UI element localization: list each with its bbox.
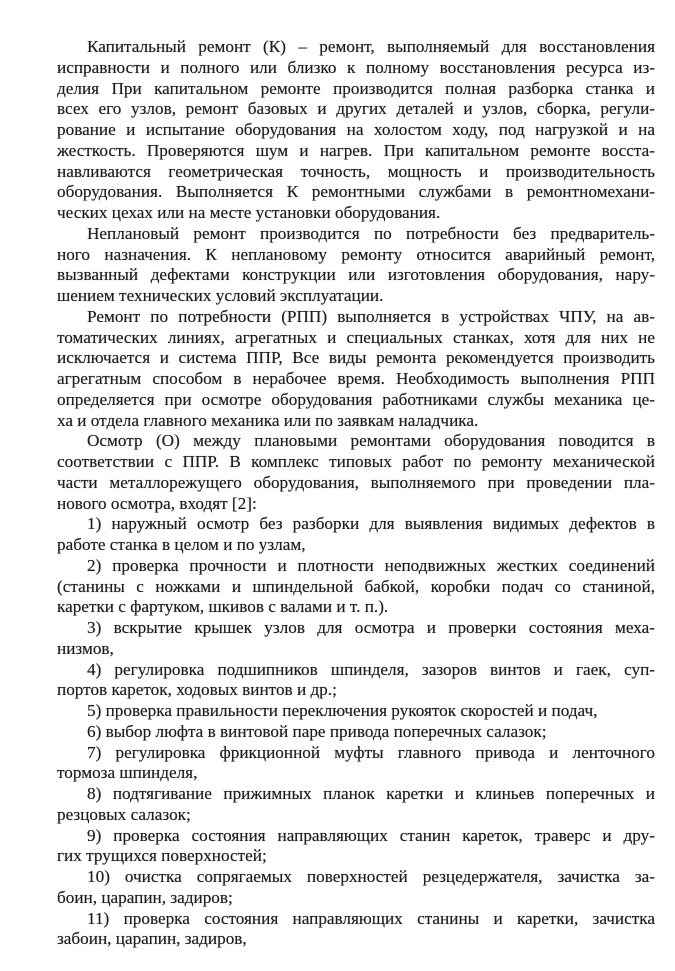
text-line: портов кареток, ходовых винтов и др.; — [57, 680, 337, 700]
text-line: 2) проверка прочности и плотности неподвижных жестких соединений — [87, 555, 655, 575]
paragraph — [57, 431, 655, 514]
list-item — [57, 867, 655, 909]
text-line: вызванный дефектами конструкции или изготовления оборудования, нару- — [57, 265, 655, 285]
list-item — [57, 701, 655, 722]
text-line: исправности и полного или близко к полному восстановления ресурса из- — [57, 57, 655, 77]
text-line: забоин, царапин, задиров, — [57, 929, 247, 949]
text-line: 4) регулировка подшипников шпинделя, зазоров винтов и гаек, суп- — [87, 659, 655, 679]
text-line: ческих цехах или на месте установки оборудования. — [57, 203, 441, 222]
text-line: 9) проверка состояния направляющих станин кареток, траверс и дру- — [87, 825, 655, 845]
text-line: Ремонт по потребности (РПП) выполняется в устройствах ЧПУ, на ав- — [87, 306, 655, 326]
text-line: Капитальный ремонт (К) – ремонт, выполняемый для восстановления — [87, 37, 655, 56]
text-line: каретки с фартуком, шкивов с валами и т. п.). — [57, 597, 389, 617]
text-line: Осмотр (О) между плановыми ремонтами оборудования поводится в — [87, 431, 655, 451]
list-item — [57, 556, 655, 618]
text-line: (станины с ножками и шпиндельной бабкой, коробки подач со станиной, — [57, 576, 655, 596]
text-line: ного назначения. К неплановому ремонту относится аварийный ремонт, — [57, 244, 655, 264]
text-line: нового осмотра, входят [2]: — [57, 493, 257, 513]
text-line: 3) вскрытие крышек узлов для осмотра и проверки состояния меха- — [87, 618, 655, 637]
list-item — [57, 826, 655, 868]
text-line: ха и отдела главного механика или по заявкам наладчика. — [57, 410, 479, 430]
text-line: 6) выбор люфта в винтовой паре привода поперечных салазок; — [87, 721, 547, 741]
text-line: делия При капитальном ремонте производится полная разборка станка и — [57, 78, 655, 98]
text-line: определяется при осмотре оборудования работниками службы механика це- — [57, 389, 655, 409]
list-item — [57, 660, 655, 702]
text-line: низмов, — [57, 638, 114, 658]
text-line: Неплановый ремонт производится по потребности без предваритель- — [87, 223, 655, 243]
paragraph — [57, 307, 655, 432]
text-line: соответствии с ППР. В комплекс типовых работ по ремонту механической — [57, 452, 655, 471]
text-line: оборудования. Выполняется К ремонтными службами в ремонтномехани- — [57, 182, 655, 202]
text-line: навливаются геометрическая точность, мощность и производительность — [57, 161, 655, 181]
text-line: части металлорежущего оборудования, выполняемого при проведении пла- — [57, 472, 655, 492]
text-line: 5) проверка правильности переключения рукояток скоростей и подач, — [87, 701, 598, 720]
list-item — [57, 909, 655, 951]
text-line: резцовых салазок; — [57, 804, 191, 824]
text-line: работе станка в целом и по узлам, — [57, 535, 306, 554]
text-line: тормоза шпинделя, — [57, 763, 198, 783]
text-line: рование и испытание оборудования на холостом ходу, под нагрузкой и на — [57, 120, 655, 139]
text-line: шением технических условий эксплуатации. — [57, 286, 384, 305]
text-line: боин, царапин, задиров; — [57, 887, 233, 907]
text-line: жесткость. Проверяются шум и нагрев. При капитальном ремонте восста- — [57, 140, 655, 160]
text-line: агрегатным способом в нерабочее время. Необходимость выполнения РПП — [57, 369, 655, 388]
list-item — [57, 722, 655, 743]
text-line: 8) подтягивание прижимных планок каретки и клиньев поперечных и — [87, 784, 655, 803]
list-item — [57, 514, 655, 556]
text-line: 1) наружный осмотр без разборки для выявления видимых дефектов в — [87, 514, 655, 534]
text-line: 7) регулировка фрикционной муфты главного привода и ленточного — [87, 742, 655, 762]
list-item — [57, 743, 655, 785]
document-page — [57, 37, 655, 950]
list-item — [57, 784, 655, 826]
paragraph — [57, 37, 655, 224]
text-line: томатических линиях, агрегатных и специальных станках, хотя для них не — [57, 327, 655, 347]
text-line: 11) проверка состояния направляющих станины и каретки, зачистка — [87, 908, 655, 928]
paragraph — [57, 224, 655, 307]
text-line: исключается и система ППР, Все виды ремонта рекомендуется производить — [57, 348, 655, 368]
text-line: 10) очистка сопрягаемых поверхностей резцедержателя, зачистка за- — [87, 867, 655, 886]
text-line: всех его узлов, ремонт базовых и других деталей и узлов, сборка, регули- — [57, 99, 655, 119]
list-item — [57, 618, 655, 660]
text-line: гих трущихся поверхностей; — [57, 846, 267, 866]
